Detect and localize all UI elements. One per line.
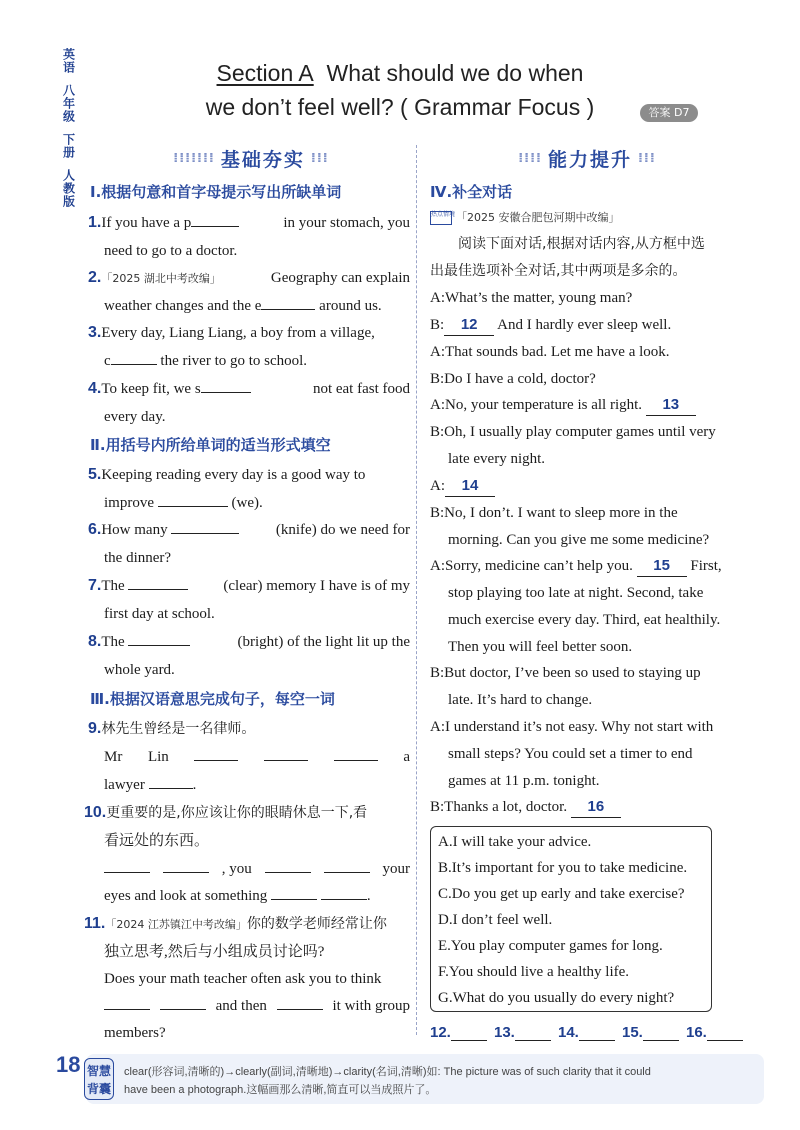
decor-dots-right: ⁞⁞⁞⁞: [518, 150, 542, 166]
dialog-line-4: B:Do I have a cold, doctor?: [430, 371, 596, 387]
option-b: B.It’s important for you to take medicine.: [438, 860, 688, 876]
part4-source-tag: 「2025 安徽合肥包河期中改编」: [456, 211, 620, 224]
answer-row: [430, 1024, 750, 1041]
page-number: 18: [56, 1052, 81, 1077]
q8-line2: whole yard.: [104, 662, 175, 678]
q1-number: 1.: [88, 214, 102, 231]
dialog-line-2: B: 12 And I hardly ever sleep well.: [430, 315, 671, 336]
decor-dots-left: ⁞⁞⁞⁞⁞⁞⁞: [173, 150, 215, 166]
part3-heading: Ⅲ.根据汉语意思完成句子，每空一词: [90, 690, 335, 708]
q10-line4: eyes and look at something .: [104, 888, 371, 904]
dialog-blank-14[interactable]: 14: [445, 476, 495, 497]
decor-dots-left-2: ⁞⁞⁞: [310, 150, 329, 166]
option-a: A.I will take your advice.: [438, 834, 592, 850]
dialog-line-9a: A:Sorry, medicine can’t help you. 15 First,: [430, 556, 722, 577]
q3-line1: 3.Every day, Liang Liang, a boy from a village,: [88, 324, 375, 341]
q11-blank-3[interactable]: [277, 996, 323, 1010]
dialog-line-5: A:No, your temperature is all right. 13: [430, 395, 696, 416]
q6-number: 6.: [88, 521, 102, 538]
answer-badge: 答案 D7: [640, 104, 698, 122]
q11-source-tag: 「2024 江苏镇江中考改编」: [105, 918, 247, 931]
tip-line-1: clear(形容词,清晰的)→clearly(副词,清晰地)→clarity(名词,清晰)如: The picture was of such clarity that it could: [124, 1066, 651, 1078]
q9-blank-1[interactable]: [194, 747, 238, 761]
dialog-line-10b: late. It’s hard to change.: [448, 692, 593, 708]
option-g: G.What do you usually do every night?: [438, 990, 675, 1006]
option-d: D.I don’t feel well.: [438, 912, 553, 928]
q3-line2: c the river to go to school.: [104, 353, 308, 369]
q7-line1: 7.The (clear) memory I have is of my: [88, 577, 410, 594]
q4-number: 4.: [88, 380, 102, 397]
q10-line2: 看远处的东西。: [104, 833, 210, 849]
dialog-line-6b: late every night.: [448, 451, 546, 467]
q8-number: 8.: [88, 633, 102, 650]
q3-number: 3.: [88, 324, 102, 341]
answer-15: 15.: [622, 1024, 686, 1041]
section-header-advanced: [428, 144, 746, 172]
dialog-line-9d: Then you will feel better soon.: [448, 639, 633, 655]
part4-intro-line2: 出最佳选项补全对话,其中两项是多余的。: [430, 263, 687, 279]
column-divider: [416, 145, 417, 1035]
dialog-blank-16[interactable]: 16: [571, 797, 621, 818]
q11-line4: and then it with group: [104, 996, 410, 1016]
answer-blank-14[interactable]: [579, 1027, 615, 1041]
page-title-line2: we don’t feel well? ( Grammar Focus ): [205, 94, 595, 120]
part4-intro-line1: 阅读下面对话,根据对话内容,从方框中选: [458, 236, 705, 252]
q10-blank-6[interactable]: [321, 886, 367, 900]
q10-blank-4[interactable]: [324, 859, 370, 873]
side-tab-subject: 英语: [61, 48, 76, 74]
answer-blank-15[interactable]: [643, 1027, 679, 1041]
section-header-basic-label: 基础夯实: [220, 148, 305, 171]
q6-line2: the dinner?: [104, 550, 172, 566]
dialog-line-9b: stop playing too late at night. Second, take: [448, 585, 704, 601]
q2-line1: 2.「2025 湖北中考改编」 Geography can explain: [88, 269, 410, 286]
q9-line1: 9.林先生曾经是一名律师。: [88, 720, 256, 737]
section-label: Section A: [216, 60, 314, 86]
answer-12: 12.: [430, 1024, 494, 1041]
answer-blank-16[interactable]: [707, 1027, 743, 1041]
hot-topic-stamp: 热点情境: [430, 211, 452, 225]
q7-line2: first day at school.: [104, 606, 215, 622]
q6-blank[interactable]: [171, 520, 239, 534]
q4-blank[interactable]: [201, 379, 251, 393]
dialog-line-11b: small steps? You could set a timer to end: [448, 746, 693, 762]
side-tab-edition: 人教版: [61, 169, 76, 208]
q11-line5: members?: [104, 1025, 166, 1041]
q4-line1: 4.To keep fit, we s not eat fast food: [88, 380, 410, 397]
q9-blank-3[interactable]: [334, 747, 378, 761]
dialog-line-11a: A:I understand it’s not easy. Why not start with: [430, 719, 714, 735]
q1-line2: need to go to a doctor.: [104, 243, 238, 259]
dialog-line-7: A: 14: [430, 476, 495, 497]
q10-line1: 10.更重要的是,你应该让你的眼睛休息一下,看: [84, 804, 368, 821]
dialog-line-10a: B:But doctor, I’ve been so used to staying up: [430, 665, 701, 681]
part1-heading: Ⅰ.根据句意和首字母提示写出所缺单词: [90, 183, 342, 201]
q9-number: 9.: [88, 720, 102, 737]
q11-line2: 独立思考,然后与小组成员讨论吗?: [104, 944, 325, 960]
part4-source: [430, 207, 620, 228]
dialog-line-11c: games at 11 p.m. tonight.: [448, 773, 600, 789]
part2-heading: Ⅱ.用括号内所给单词的适当形式填空: [90, 436, 331, 454]
q7-number: 7.: [88, 577, 102, 594]
option-c: C.Do you get up early and take exercise?: [438, 886, 685, 902]
dialog-line-8a: B:No, I don’t. I want to sleep more in the: [430, 505, 678, 521]
dialog-line-1: A:What’s the matter, young man?: [430, 290, 633, 306]
q11-line3: Does your math teacher often ask you to think: [104, 971, 382, 987]
dialog-blank-15[interactable]: 15: [637, 556, 687, 577]
q4-line2: every day.: [104, 409, 166, 425]
q9-line3: lawyer .: [104, 777, 197, 793]
q5-number: 5.: [88, 466, 102, 483]
q10-blank-3[interactable]: [265, 859, 311, 873]
q2-blank[interactable]: [261, 296, 315, 310]
title-rest: What should we do when: [326, 60, 584, 86]
answer-13: 13.: [494, 1024, 558, 1041]
dialog-line-9c: much exercise every day. Third, eat healthily.: [448, 612, 721, 628]
q11-number: 11.: [84, 915, 106, 932]
tip-badge: 智慧背囊: [84, 1058, 114, 1100]
dialog-line-8b: morning. Can you give me some medicine?: [448, 532, 710, 548]
q10-blank-1[interactable]: [104, 859, 150, 873]
dialog-blank-12[interactable]: 12: [444, 315, 494, 336]
side-tab-grade: 八年级: [61, 84, 76, 123]
section-header-advanced-label: 能力提升: [547, 148, 632, 171]
q5-line2: improve (we).: [104, 495, 263, 511]
q11-blank-1[interactable]: [104, 996, 150, 1010]
q9-blank-2[interactable]: [264, 747, 308, 761]
q10-blank-5[interactable]: [271, 886, 317, 900]
tip-line-2: have been a photograph.这幅画那么清晰,简直可以当成照片了。: [124, 1084, 437, 1096]
q8-line1: 8.The (bright) of the light lit up the: [88, 633, 410, 650]
answer-16: 16.: [686, 1024, 750, 1041]
dialog-blank-13[interactable]: 13: [646, 395, 696, 416]
q2-source-tag: 「2025 湖北中考改编」: [101, 272, 221, 285]
dialog-line-3: A:That sounds bad. Let me have a look.: [430, 344, 670, 360]
decor-dots-right-2: ⁞⁞⁞: [637, 150, 656, 166]
q3-blank[interactable]: [111, 351, 157, 365]
q2-line2: weather changes and the e around us.: [104, 298, 382, 314]
q9-blank-4[interactable]: [149, 775, 193, 789]
q1-blank[interactable]: [191, 213, 239, 227]
q7-blank[interactable]: [128, 576, 188, 590]
page-title-line1: [0, 60, 800, 87]
option-f: F.You should live a healthy life.: [438, 964, 630, 980]
q11-line1: 11.「2024 江苏镇江中考改编」你的数学老师经常让你: [84, 915, 387, 932]
dialog-line-6a: B:Oh, I usually play computer games until very: [430, 424, 716, 440]
q10-number: 10.: [84, 804, 107, 821]
q1-line1: 1.If you have a p in your stomach, you: [88, 214, 410, 231]
q10-line3: , you your: [104, 859, 410, 879]
option-e: E.You play computer games for long.: [438, 938, 663, 954]
answer-14: 14.: [558, 1024, 622, 1041]
part4-heading: Ⅳ.补全对话: [430, 183, 513, 201]
q10-blank-2[interactable]: [163, 859, 209, 873]
q8-blank[interactable]: [128, 632, 190, 646]
section-header-basic: [96, 144, 406, 172]
side-tab-volume: 下册: [61, 133, 76, 159]
q9-line2: Mr Lin a: [104, 749, 410, 765]
q11-blank-2[interactable]: [160, 996, 206, 1010]
answer-blank-12[interactable]: [451, 1027, 487, 1041]
q5-blank[interactable]: [158, 493, 228, 507]
q5-line1: 5.Keeping reading every day is a good way to: [88, 466, 366, 483]
dialog-line-12: B:Thanks a lot, doctor. 16: [430, 797, 621, 818]
answer-blank-13[interactable]: [515, 1027, 551, 1041]
q6-line1: 6.How many (knife) do we need for: [88, 521, 410, 538]
q2-number: 2.: [88, 269, 102, 286]
